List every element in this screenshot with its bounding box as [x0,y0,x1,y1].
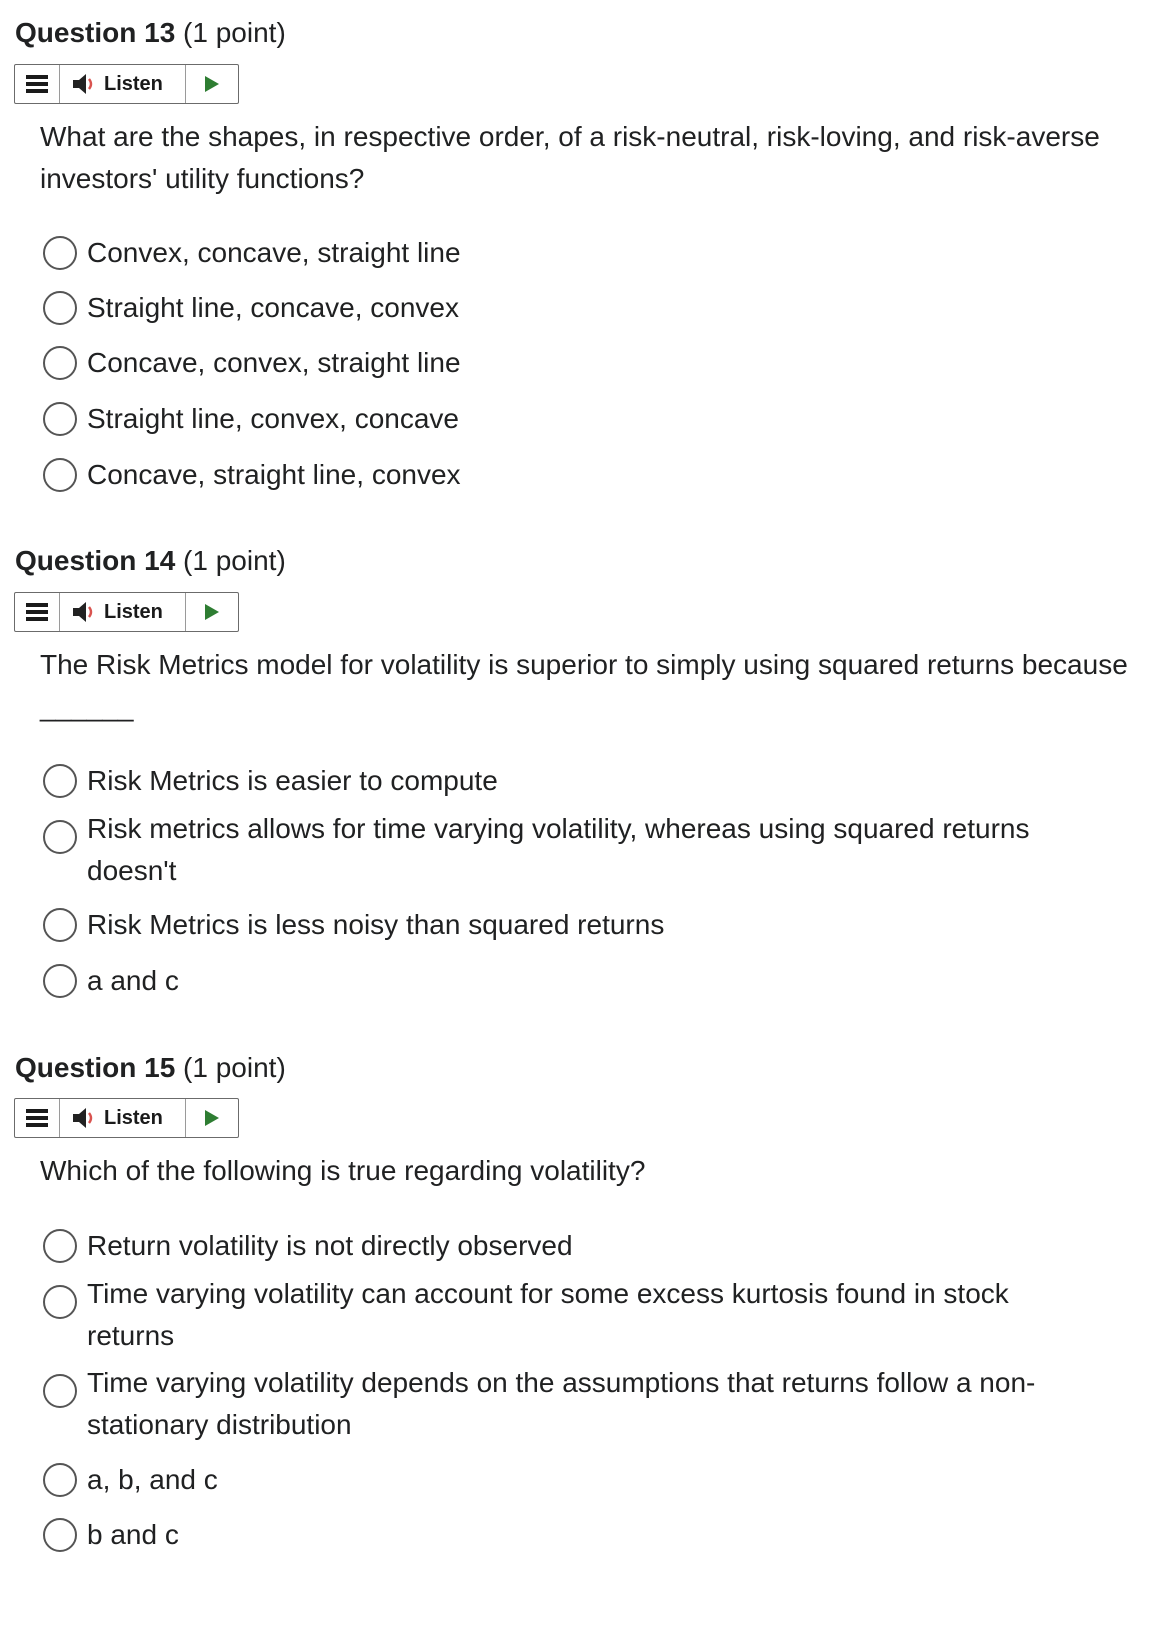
listen-button[interactable] [60,65,186,103]
listen-toolbar [14,64,239,104]
answer-option[interactable] [43,232,1133,274]
answer-option[interactable] [43,1362,1133,1446]
question-title: Question 14 [15,545,176,576]
menu-icon [26,1109,48,1127]
option-label: Risk Metrics is easier to compute [87,765,498,796]
radio-button[interactable] [43,1518,77,1552]
question-title: Question 15 [15,1052,176,1083]
listen-toolbar [14,592,239,632]
play-button[interactable] [186,65,238,103]
menu-icon [26,75,48,93]
answer-option[interactable] [43,808,1133,892]
listen-toolbar [14,1098,239,1138]
option-label: Straight line, convex, concave [87,403,459,434]
option-label: Concave, convex, straight line [87,347,461,378]
listen-label: Listen [104,72,163,95]
listen-menu-button[interactable] [15,65,60,103]
listen-button[interactable] [60,1099,186,1137]
radio-button[interactable] [43,346,77,380]
option-label: Time varying volatility depends on the assumptions that returns follow a non-stationary distribution [87,1367,1036,1440]
option-label: Time varying volatility can account for some excess kurtosis found in stock returns [87,1278,1009,1351]
answer-option[interactable] [43,342,1133,384]
option-label: Return volatility is not directly observed [87,1230,573,1261]
speaker-icon [72,1107,98,1129]
answer-option[interactable] [43,398,1133,440]
answer-option[interactable] [43,287,1133,329]
radio-button[interactable] [43,964,77,998]
option-label: Risk Metrics is less noisy than squared returns [87,909,665,940]
option-label: Convex, concave, straight line [87,237,461,268]
question-points: (1 point) [183,1052,286,1083]
answer-option[interactable] [43,760,1133,802]
answer-option[interactable] [43,454,1133,496]
question-title: Question 13 [15,17,176,48]
radio-button[interactable] [43,820,77,854]
radio-button[interactable] [43,402,77,436]
radio-button[interactable] [43,236,77,270]
answer-option[interactable] [43,1273,1133,1357]
answer-option[interactable] [43,960,1133,1002]
question-points: (1 point) [183,545,286,576]
listen-menu-button[interactable] [15,593,60,631]
option-label: Concave, straight line, convex [87,459,461,490]
question-points: (1 point) [183,17,286,48]
option-label: b and c [87,1519,179,1550]
menu-icon [26,603,48,621]
question-text: What are the shapes, in respective order, of a risk-neutral, risk-loving, and risk-averse investors' utility functions? [40,121,1100,194]
play-button[interactable] [186,593,238,631]
option-label: Straight line, concave, convex [87,292,459,323]
answer-option[interactable] [43,1459,1133,1501]
question-heading [15,1051,286,1085]
listen-button[interactable] [60,593,186,631]
radio-button[interactable] [43,1285,77,1319]
option-label: a and c [87,965,179,996]
radio-button[interactable] [43,1374,77,1408]
option-label: Risk metrics allows for time varying volatility, whereas using squared returns doesn't [87,813,1030,886]
radio-button[interactable] [43,458,77,492]
listen-label: Listen [104,1106,163,1129]
question-text: Which of the following is true regarding volatility? [40,1155,646,1186]
question-text: The Risk Metrics model for volatility is superior to simply using squared returns because ______ [40,649,1128,722]
play-icon [204,75,220,93]
play-button[interactable] [186,1099,238,1137]
play-icon [204,1109,220,1127]
answer-option[interactable] [43,904,1133,946]
listen-label: Listen [104,600,163,623]
speaker-icon [72,601,98,623]
answer-option[interactable] [43,1514,1133,1556]
option-label: a, b, and c [87,1464,218,1495]
radio-button[interactable] [43,908,77,942]
play-icon [204,603,220,621]
speaker-icon [72,73,98,95]
question-heading [15,16,286,50]
answer-option[interactable] [43,1225,1133,1267]
radio-button[interactable] [43,1229,77,1263]
radio-button[interactable] [43,291,77,325]
question-heading [15,544,286,578]
radio-button[interactable] [43,764,77,798]
radio-button[interactable] [43,1463,77,1497]
listen-menu-button[interactable] [15,1099,60,1137]
